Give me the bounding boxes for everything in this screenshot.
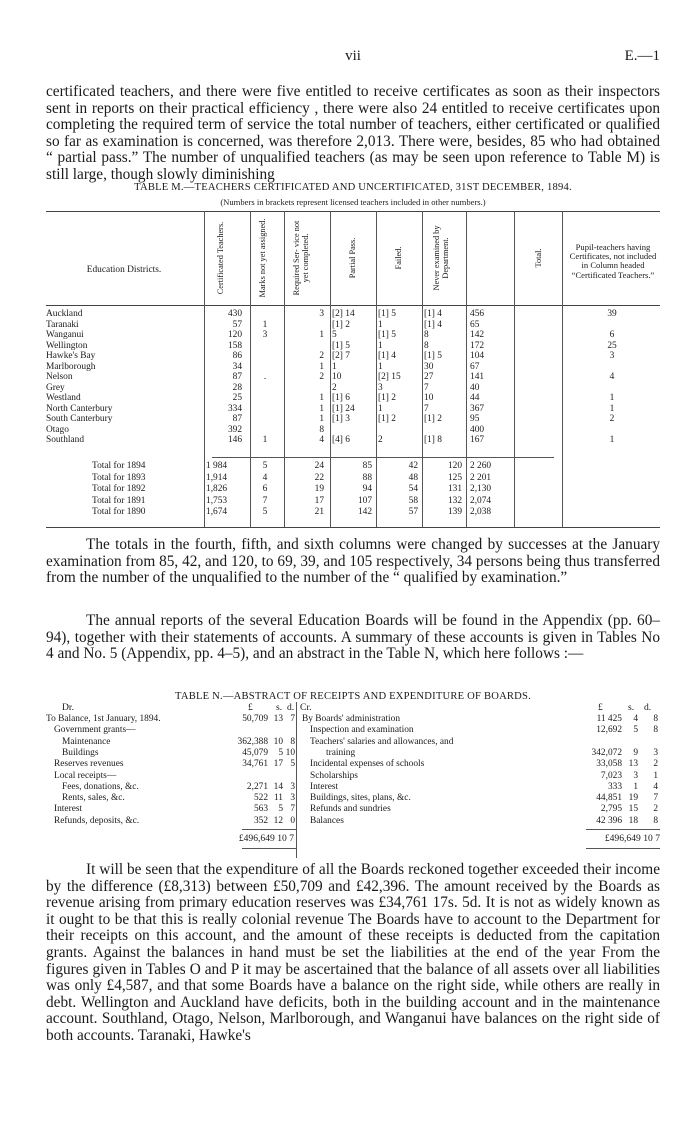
- cell-failed: 2: [378, 435, 383, 445]
- total-year-label: Total for 1894: [92, 461, 146, 471]
- cell-district: Auckland: [46, 309, 83, 319]
- col-divider: [284, 211, 285, 527]
- running-header: [46, 48, 660, 68]
- col-divider: [376, 211, 377, 527]
- cell-pupil-teachers: 1: [609, 435, 615, 445]
- cell-district: South Canterbury: [46, 414, 113, 424]
- total-total: 2,038: [470, 507, 492, 517]
- cell-certificated: 28: [232, 382, 242, 393]
- left-pound-head: £: [248, 702, 253, 713]
- document-reference: E.—1: [624, 48, 660, 64]
- paragraph-annual-reports: The annual reports of the several Education Boards will be found in the Appendix (pp. 60–94), together with their statements of accounts. A summary of these accounts is given in Tables No 4 and No. 5 (Appendix, pp. 4–5), and an abstract in the Table N, which here follows :—: [46, 612, 660, 663]
- cell-partial-pass: [1] 24: [332, 403, 355, 414]
- cell-never-examined: [1] 4: [424, 309, 442, 319]
- total-partial-pass: 94: [362, 484, 372, 494]
- total-certificated: 1,826: [206, 484, 228, 494]
- item-pence: 3: [653, 747, 658, 758]
- col-divider: [466, 211, 467, 527]
- left-sum-rule: [242, 829, 296, 830]
- cell-marks-not-assigned: .: [263, 372, 267, 382]
- item-shillings: 10: [273, 736, 283, 747]
- total-partial-pass: 88: [362, 472, 372, 483]
- cell-district: Grey: [46, 382, 65, 393]
- item-shillings: 19: [628, 793, 638, 804]
- cell-marks-not-assigned: 3: [262, 330, 268, 340]
- cell-partial-pass: 2: [332, 382, 337, 393]
- item-shillings: 12: [273, 815, 283, 826]
- total-required-service: 21: [314, 507, 324, 517]
- cell-certificated: 430: [227, 309, 242, 319]
- item-label: Maintenance: [62, 736, 111, 747]
- item-shillings: 5: [278, 804, 283, 815]
- left-pence-head: d.: [287, 702, 295, 713]
- cell-pupil-teachers: 2: [609, 414, 615, 424]
- item-pence: 7: [653, 793, 658, 804]
- cell-never-examined: [1] 2: [424, 414, 442, 424]
- item-shillings: 11: [273, 793, 283, 804]
- item-label: By Boards' administration: [302, 714, 401, 724]
- item-shillings: 5: [278, 747, 283, 758]
- item-pounds: 33,058: [596, 759, 622, 770]
- col-divider: [562, 211, 563, 527]
- total-failed: 42: [408, 461, 418, 471]
- cell-failed: [1] 2: [378, 414, 396, 424]
- cell-failed: [1] 5: [378, 330, 396, 340]
- cell-partial-pass: [1] 6: [332, 393, 350, 403]
- cell-failed: 1: [378, 319, 383, 330]
- cell-partial-pass: [2] 14: [332, 309, 355, 319]
- cell-total: 172: [470, 340, 485, 351]
- item-label: Interest: [310, 781, 339, 792]
- cell-required-service: 3: [319, 309, 324, 319]
- total-partial-pass: 107: [357, 495, 372, 506]
- table-n-cr: Cr.: [300, 702, 312, 713]
- item-shillings: 3: [633, 770, 638, 781]
- right-shilling-head: s.: [628, 702, 635, 713]
- table-m-bottom-rule: [46, 527, 660, 528]
- paragraph-teachers: certificated teachers, and there were five entitled to receive certificates as soon as their inspectors sent in reports on their practical efficiency , there were also 24 entitled to receive certificates upon completing the required term of service the total number of teachers, either certificated or qualified so far as examination is concerned, was therefore 2,013. There were, besides, 85 who had obtained “ partial pass.” The number of unqualified teachers (as may be seen upon reference to Table M) is still large, though slowly diminishing: [46, 83, 660, 183]
- cell-partial-pass: 1: [332, 361, 337, 372]
- table-n-dr: Dr.: [62, 702, 74, 713]
- cell-total: 104: [470, 351, 485, 361]
- cell-partial-pass: [4] 6: [332, 435, 350, 445]
- item-pounds: 42 396: [596, 815, 622, 826]
- cell-total: 67: [470, 361, 480, 372]
- cell-partial-pass: [2] 7: [332, 351, 350, 361]
- item-label: training: [326, 747, 356, 758]
- item-shillings: 1: [633, 781, 638, 792]
- item-label: Government grants—: [54, 725, 136, 736]
- total-total: 2 260: [470, 461, 492, 471]
- total-marks-not-assigned: 4: [262, 472, 268, 483]
- paragraph-totals-changed: The totals in the fourth, fifth, and sixth columns were changed by successes at the January examination from 85, 42, and 120, to 69, 39, and 105 respectively, 34 persons being thus transferred from the number of the unqualified to the number of the “ qualified by examination.”: [46, 536, 660, 587]
- item-label: Teachers' salaries and allowances, and: [310, 736, 454, 747]
- item-pence: 8: [290, 736, 295, 747]
- table-m-top-rule: [46, 211, 660, 212]
- cell-required-service: 2: [319, 372, 324, 382]
- col-divider: [514, 211, 515, 527]
- total-failed: 58: [408, 495, 418, 506]
- item-pence: 0: [290, 815, 295, 826]
- item-shillings: 4: [633, 714, 638, 724]
- cell-district: Marlborough: [46, 361, 96, 372]
- cell-certificated: 57: [232, 319, 242, 330]
- item-shillings: 9: [633, 747, 638, 758]
- item-label: Fees, donations, &c.: [62, 781, 139, 792]
- table-m-total-rule: [212, 457, 554, 458]
- total-failed: 57: [408, 507, 418, 517]
- item-shillings: 13: [628, 759, 638, 770]
- item-shillings: 18: [628, 815, 638, 826]
- paragraph-expenditure: It will be seen that the expenditure of all the Boards reckoned together exceeded their income by the difference (£8,313) between £50,709 and £42,396. The amount received by the Boards as revenue arising from primary education reserves was £34,761 17s. 5d. It is not as widely known as it ought to be that this is really colonial revenue The Boards have to account to the Department for their receipts on this account, and the amount of these receipts is deducted from the capitation grants. Against the balances in hand must be set the liabilities at the end of the year From the figures given in Tables O and P it may be ascertained that the balance of all assets over all liabilities was only £4,587, and that some Boards have a balance on the right side, while others are really in debt. Wellington and Auckland have deficits, both in the building account and in the maintenance account. Southland, Otago, Nelson, Marlborough, and Wanganui have balances on the right side of both accounts. Taranaki, Hawke's: [46, 861, 660, 1044]
- item-pence: 8: [653, 714, 658, 724]
- item-pence: 10: [285, 747, 295, 758]
- table-m-header-rule: [46, 305, 660, 306]
- cell-total: 95: [470, 414, 480, 424]
- item-pounds: 12,692: [596, 725, 622, 736]
- item-shillings: 13: [273, 714, 283, 724]
- col-divider: [422, 211, 423, 527]
- total-certificated: 1,674: [206, 507, 228, 517]
- cell-required-service: 8: [319, 424, 324, 435]
- header-education-districts: Education Districts.: [86, 265, 162, 275]
- cell-total: 40: [470, 382, 480, 393]
- item-label: Inspection and examination: [310, 725, 414, 736]
- cell-district: Westland: [46, 393, 81, 403]
- cell-never-examined: [1] 8: [424, 435, 442, 445]
- col-divider: [204, 211, 205, 527]
- cell-failed: [1] 2: [378, 393, 396, 403]
- header-required-service: Required Ser- vice not yet completed.: [292, 220, 310, 296]
- item-pounds: 362,388: [237, 736, 268, 747]
- header-marks-not-assigned: Marks not yet assigned.: [258, 218, 267, 298]
- total-marks-not-assigned: 7: [262, 495, 268, 506]
- cell-never-examined: 27: [424, 372, 434, 382]
- left-double-rule: [242, 848, 296, 849]
- cell-certificated: 158: [227, 340, 242, 351]
- total-required-service: 17: [314, 495, 324, 506]
- item-pence: 2: [653, 759, 658, 770]
- cell-failed: 1: [378, 340, 383, 351]
- total-never-examined: 132: [447, 495, 462, 506]
- header-never-examined: Never examined by Department.: [432, 225, 450, 291]
- item-label: Rents, sales, &c.: [62, 793, 125, 804]
- total-required-service: 22: [314, 472, 324, 483]
- cell-certificated: 86: [232, 351, 242, 361]
- cell-failed: [1] 4: [378, 351, 396, 361]
- cell-district: Wellington: [46, 340, 88, 351]
- cell-partial-pass: 5: [332, 330, 337, 340]
- cell-marks-not-assigned: 1: [262, 435, 268, 445]
- cell-required-service: 1: [319, 330, 324, 340]
- cell-required-service: 1: [319, 414, 324, 424]
- item-label: Reserves revenues: [54, 759, 124, 770]
- item-label: Interest: [54, 804, 83, 815]
- item-pence: 5: [290, 759, 295, 770]
- cell-partial-pass: [1] 2: [332, 319, 350, 330]
- cell-certificated: 334: [227, 403, 242, 414]
- item-shillings: 15: [628, 804, 638, 815]
- table-n-caption: TABLE N.—ABSTRACT OF RECEIPTS AND EXPENDITURE OF BOARDS.: [175, 691, 531, 702]
- cell-total: 141: [470, 372, 485, 382]
- cell-pupil-teachers: 3: [609, 351, 615, 361]
- cell-pupil-teachers: 6: [609, 330, 615, 340]
- cell-total: 167: [470, 435, 485, 445]
- item-pence: 7: [290, 804, 295, 815]
- cell-failed: 1: [378, 403, 383, 414]
- total-never-examined: 139: [447, 507, 462, 517]
- cell-required-service: 4: [319, 435, 324, 445]
- header-failed: Failed.: [394, 246, 403, 270]
- cell-never-examined: [1] 5: [424, 351, 442, 361]
- cell-district: Hawke's Bay: [46, 351, 96, 361]
- cell-marks-not-assigned: 1: [262, 319, 268, 330]
- cell-certificated: 34: [232, 361, 242, 372]
- right-pound-head: £: [598, 702, 603, 713]
- cell-total: 44: [470, 393, 480, 403]
- total-total: 2,074: [470, 495, 492, 506]
- item-pounds: 2,795: [600, 804, 622, 815]
- item-pence: 2: [653, 804, 658, 815]
- total-never-examined: 131: [447, 484, 462, 494]
- cell-failed: [1] 5: [378, 309, 396, 319]
- cell-certificated: 87: [232, 372, 242, 382]
- total-required-service: 24: [314, 461, 324, 471]
- item-pounds: 34,761: [242, 759, 268, 770]
- col-divider: [330, 211, 331, 527]
- cell-pupil-teachers: 39: [607, 309, 617, 319]
- cell-certificated: 87: [232, 414, 242, 424]
- total-certificated: 1,914: [206, 472, 228, 483]
- total-year-label: Total for 1892: [92, 484, 146, 494]
- cell-required-service: 1: [319, 403, 324, 414]
- total-never-examined: 120: [447, 461, 462, 471]
- item-label: Scholarships: [310, 770, 358, 781]
- total-marks-not-assigned: 6: [262, 484, 268, 494]
- item-label: Refunds, deposits, &c.: [54, 815, 140, 826]
- cell-certificated: 25: [232, 393, 242, 403]
- page-number: vii: [345, 48, 361, 64]
- left-total: £496,649 10 7: [238, 833, 294, 844]
- table-n-divider: [296, 702, 297, 858]
- total-year-label: Total for 1891: [92, 495, 146, 506]
- item-label: Local receipts—: [54, 770, 117, 781]
- cell-failed: [2] 15: [378, 372, 401, 382]
- header-partial-pass: Partial Pass.: [348, 237, 357, 279]
- item-pounds: 2,271: [246, 781, 268, 792]
- item-shillings: 17: [273, 759, 283, 770]
- cell-total: 456: [470, 309, 485, 319]
- item-pounds: 352: [253, 815, 268, 826]
- item-label: Balances: [310, 815, 344, 826]
- cell-pupil-teachers: 25: [607, 340, 617, 351]
- cell-district: North Canterbury: [46, 403, 113, 414]
- item-pounds: 563: [253, 804, 268, 815]
- total-never-examined: 125: [447, 472, 462, 483]
- total-partial-pass: 142: [357, 507, 372, 517]
- cell-never-examined: 10: [424, 393, 434, 403]
- total-year-label: Total for 1893: [92, 472, 146, 483]
- header-certificated: Certificated Teachers.: [216, 221, 225, 295]
- table-m-caption: TABLE M.—TEACHERS CERTIFICATED AND UNCERTIFICATED, 31ST DECEMBER, 1894.: [134, 182, 572, 193]
- item-pence: 8: [653, 725, 658, 736]
- cell-total: 367: [470, 403, 485, 414]
- cell-failed: 1: [378, 361, 383, 372]
- item-label: Buildings, sites, plans, &c.: [310, 793, 411, 804]
- cell-never-examined: 7: [424, 382, 429, 393]
- total-certificated: 1 984: [206, 461, 228, 471]
- item-pounds: 342,072: [591, 747, 622, 758]
- item-pounds: 44,851: [596, 793, 622, 804]
- total-failed: 48: [408, 472, 418, 483]
- cell-pupil-teachers: 1: [609, 393, 615, 403]
- item-label: To Balance, 1st January, 1894.: [46, 714, 161, 724]
- cell-total: 142: [470, 330, 485, 340]
- cell-district: Nelson: [46, 372, 73, 382]
- cell-partial-pass: 10: [332, 372, 342, 382]
- cell-partial-pass: [1] 5: [332, 340, 350, 351]
- total-marks-not-assigned: 5: [262, 461, 268, 471]
- cell-required-service: 1: [319, 393, 324, 403]
- total-partial-pass: 85: [362, 461, 372, 471]
- item-label: Buildings: [62, 747, 99, 758]
- cell-certificated: 120: [227, 330, 242, 340]
- right-total: £496,649 10 7: [604, 833, 660, 844]
- item-pence: 1: [653, 770, 658, 781]
- cell-pupil-teachers: 1: [609, 403, 615, 414]
- item-pence: 4: [653, 781, 658, 792]
- cell-never-examined: 8: [424, 330, 429, 340]
- right-sum-rule: [586, 829, 660, 830]
- cell-never-examined: [1] 4: [424, 319, 442, 330]
- cell-district: Southland: [46, 435, 85, 445]
- total-total: 2 201: [470, 472, 492, 483]
- item-pence: 3: [290, 793, 295, 804]
- item-label: Incidental expenses of schools: [310, 759, 425, 770]
- total-marks-not-assigned: 5: [262, 507, 268, 517]
- item-pence: 8: [653, 815, 658, 826]
- item-pence: 3: [290, 781, 295, 792]
- col-divider: [250, 211, 251, 527]
- item-pounds: 522: [253, 793, 268, 804]
- item-pounds: 11 425: [596, 714, 622, 724]
- cell-pupil-teachers: 4: [609, 372, 615, 382]
- item-pence: 7: [290, 714, 295, 724]
- total-year-label: Total for 1890: [92, 507, 146, 517]
- item-pounds: 7,023: [600, 770, 622, 781]
- cell-total: 65: [470, 319, 480, 330]
- item-label: Refunds and sundries: [310, 804, 391, 815]
- table-m-note: (Numbers in brackets represent licensed teachers included in other numbers.): [220, 197, 486, 207]
- right-pence-head: d.: [644, 702, 652, 713]
- item-shillings: 5: [633, 725, 638, 736]
- total-failed: 54: [408, 484, 418, 494]
- cell-certificated: 146: [227, 435, 242, 445]
- item-pounds: 50,709: [242, 714, 268, 724]
- cell-partial-pass: [1] 3: [332, 414, 350, 424]
- cell-district: Taranaki: [46, 319, 79, 330]
- total-required-service: 19: [314, 484, 324, 494]
- cell-never-examined: 8: [424, 340, 429, 351]
- item-pounds: 333: [607, 781, 622, 792]
- cell-total: 400: [470, 424, 485, 435]
- cell-district: Otago: [46, 424, 69, 435]
- total-certificated: 1,753: [206, 495, 228, 506]
- cell-district: Wanganui: [46, 330, 84, 340]
- total-total: 2,130: [470, 484, 492, 494]
- cell-never-examined: 7: [424, 403, 429, 414]
- right-double-rule: [586, 848, 660, 849]
- item-pounds: 45,079: [242, 747, 268, 758]
- header-total: Total.: [534, 248, 543, 268]
- cell-required-service: 2: [319, 351, 324, 361]
- item-shillings: 14: [273, 781, 283, 792]
- cell-required-service: 1: [319, 361, 324, 372]
- header-pupil-teachers: Pupil-teachers having Certificates, not included in Column headed “Certificated Teachers.”: [569, 242, 657, 280]
- cell-failed: 3: [378, 382, 383, 393]
- cell-never-examined: 30: [424, 361, 434, 372]
- left-shilling-head: s.: [276, 702, 283, 713]
- cell-certificated: 392: [227, 424, 242, 435]
